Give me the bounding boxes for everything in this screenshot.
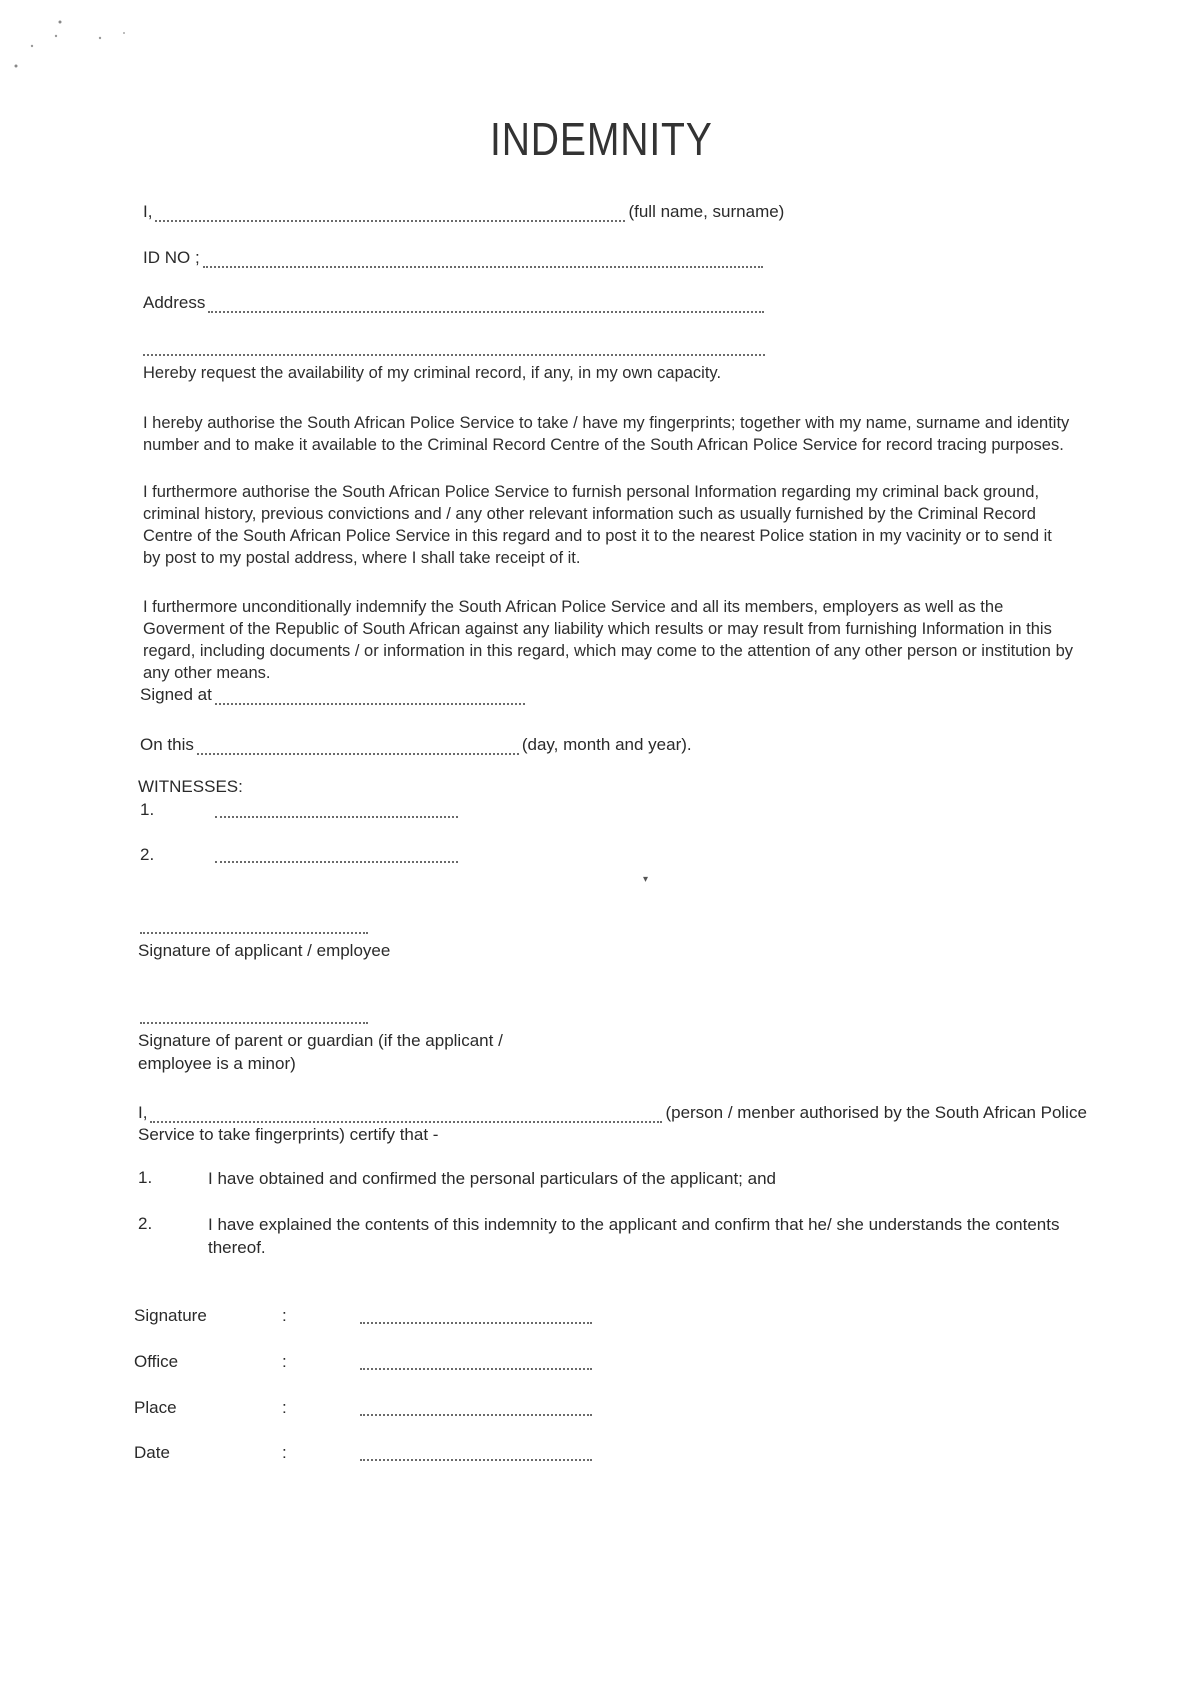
certify-suffix: (person / menber authorised by the South African Police <box>665 1103 1087 1122</box>
full-name-line <box>143 202 784 222</box>
signed-at-label: Signed at <box>140 685 212 704</box>
witness-2-number: 2. <box>140 845 155 864</box>
full-name-prefix: I, <box>143 202 153 221</box>
footer-place-colon: : <box>282 1398 287 1417</box>
applicant-signature-blank[interactable] <box>140 918 368 934</box>
certify-item-1-text: I have obtained and confirmed the personal particulars of the applicant; and <box>208 1169 776 1188</box>
footer-date-blank[interactable] <box>360 1445 592 1461</box>
witnesses-heading: WITNESSES: <box>138 777 243 796</box>
footer-office-colon: : <box>282 1352 287 1371</box>
certify-prefix: I, <box>138 1103 148 1122</box>
full-name-blank[interactable] <box>155 206 625 222</box>
id-number-line <box>143 248 766 268</box>
paragraph-information: I furthermore authorise the South African Police Service to furnish personal Information regarding my criminal back ground, criminal history, previous convictions and / any other relevant information such as usually furnished by the Criminal Record Centre of the South African Police Service in this regard and to post it to the nearest Police station in my vacinity or to send it by post to my postal address, where I shall take receipt of it. <box>143 483 1052 567</box>
certify-item-2-number: 2. <box>138 1214 153 1233</box>
certify-item-2-text-continued: thereof. <box>208 1238 266 1257</box>
signed-at-line <box>140 685 528 705</box>
signed-at-blank[interactable] <box>215 689 525 705</box>
on-this-blank[interactable] <box>197 739 519 755</box>
certify-item-2-text: I have explained the contents of this indemnity to the applicant and confirm that he/ she understands the contents <box>208 1215 1060 1234</box>
footer-place-blank[interactable] <box>360 1400 592 1416</box>
parent-signature-label-line2: employee is a minor) <box>138 1054 296 1073</box>
parent-signature-blank[interactable] <box>140 1008 368 1024</box>
certify-line-2: Service to take fingerprints) certify that - <box>138 1125 439 1144</box>
footer-signature-blank[interactable] <box>360 1308 592 1324</box>
address-blank[interactable] <box>208 297 764 313</box>
address-label: Address <box>143 293 206 312</box>
on-this-label: On this <box>140 735 194 754</box>
certify-name-blank[interactable] <box>150 1107 662 1123</box>
address-line <box>143 293 767 313</box>
paragraph-request: Hereby request the availability of my criminal record, if any, in my own capacity. <box>143 364 722 382</box>
footer-date-label: Date <box>134 1443 170 1462</box>
certify-line <box>138 1103 1087 1123</box>
on-this-line <box>140 735 692 755</box>
address-blank-second-line[interactable] <box>143 340 765 356</box>
footer-office-blank[interactable] <box>360 1354 592 1370</box>
document-title: INDEMNITY <box>490 113 713 165</box>
footer-place-label: Place <box>134 1398 177 1417</box>
on-this-suffix: (day, month and year). <box>521 735 692 754</box>
id-number-blank[interactable] <box>203 252 763 268</box>
applicant-signature-label: Signature of applicant / employee <box>138 941 391 960</box>
certify-item-1-number: 1. <box>138 1168 153 1187</box>
paragraph-indemnify: I furthermore unconditionally indemnify the South African Police Service and all its members, employers as well as the Goverment of the Republic of South African against any liability which results or may result from furnishing Information in this regard, including documents / or information in this regard, which may come to the attention of any other person or institution by any other means. <box>143 598 1073 682</box>
scan-mark: ▾ <box>643 874 649 885</box>
paragraph-fingerprints: I hereby authorise the South African Police Service to take / have my fingerprints; together with my name, surname and identity number and to make it available to the Criminal Record Centre of the South African Police Service for record tracing purposes. <box>143 414 1070 454</box>
witness-1-number: 1. <box>140 800 155 819</box>
footer-signature-label: Signature <box>134 1306 207 1325</box>
footer-date-colon: : <box>282 1443 287 1462</box>
footer-office-label: Office <box>134 1352 179 1371</box>
witness-2-blank[interactable] <box>215 847 458 863</box>
full-name-suffix: (full name, surname) <box>628 202 785 221</box>
scan-specks <box>0 0 140 80</box>
parent-signature-label-line1: Signature of parent or guardian (if the applicant / <box>138 1031 503 1050</box>
id-number-label: ID NO ; <box>143 248 200 267</box>
footer-signature-colon: : <box>282 1306 287 1325</box>
witness-1-blank[interactable] <box>215 802 458 818</box>
